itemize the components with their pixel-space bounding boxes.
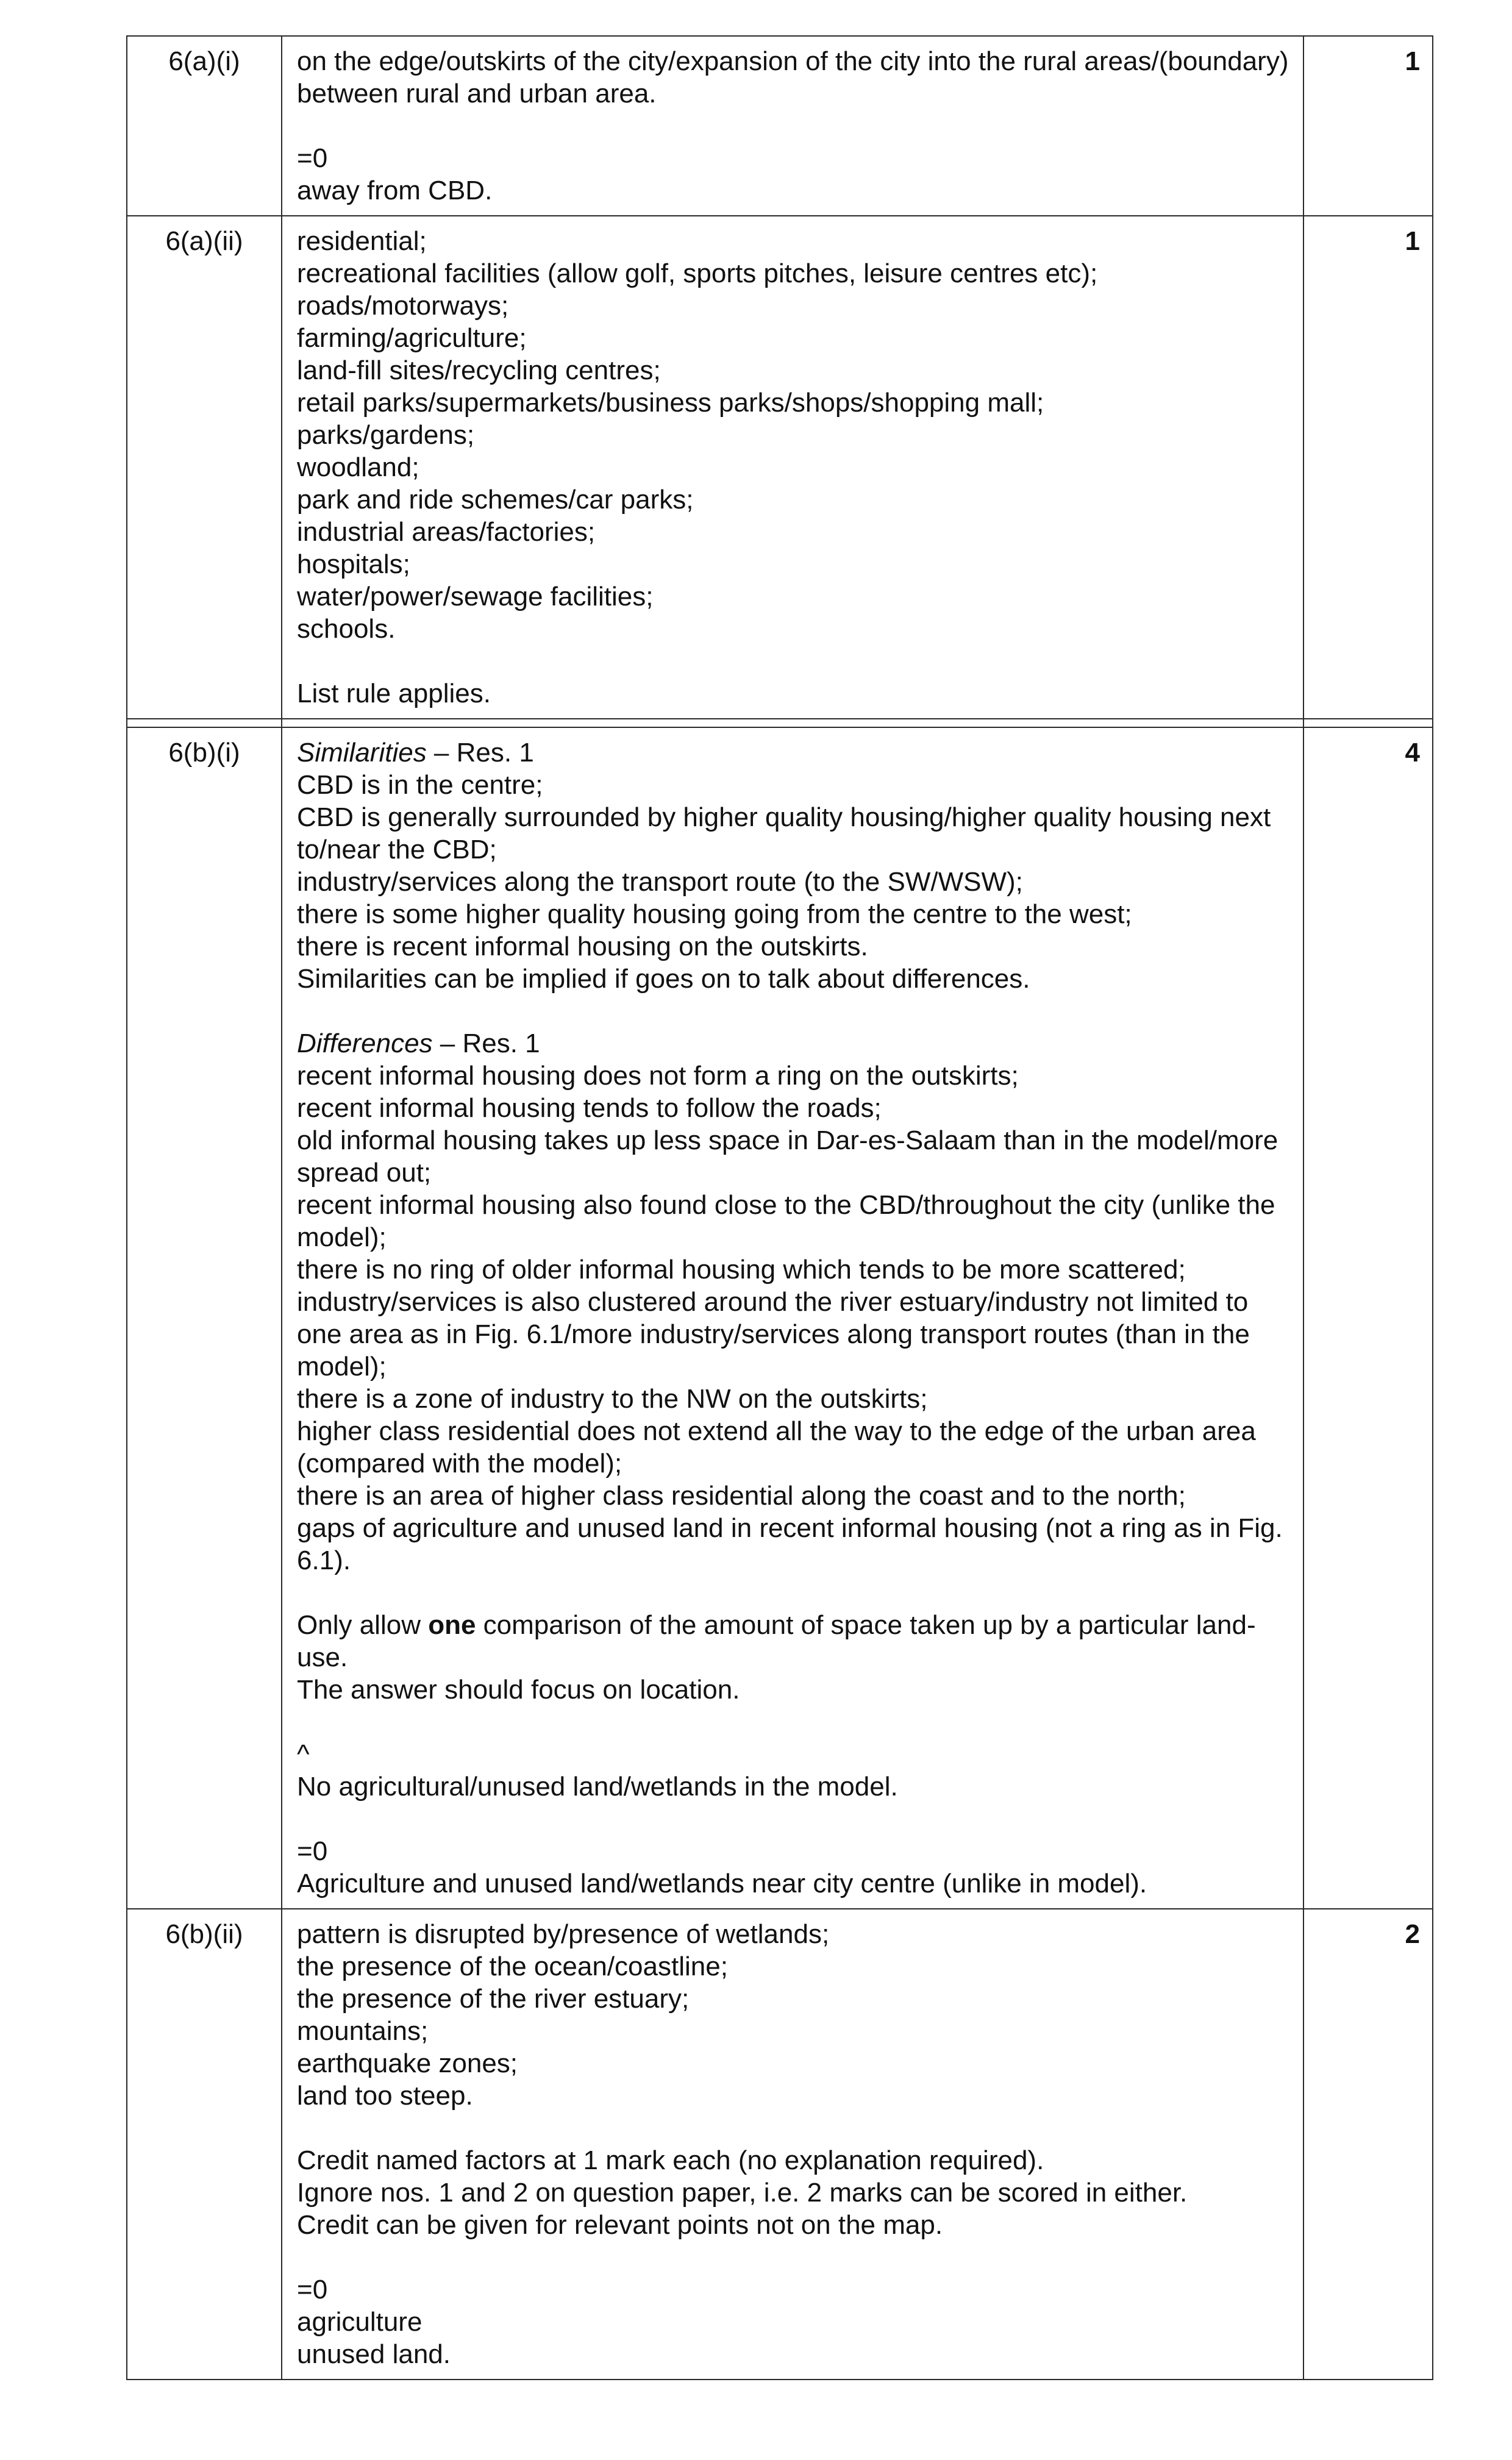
answer-line: Agriculture and unused land/wetlands near city centre (unlike in model).	[297, 1869, 1147, 1898]
answer-line: residential;	[297, 226, 427, 256]
answer-line: higher class residential does not extend all the way to the edge of the urban area (compared with the model);	[297, 1416, 1264, 1478]
zero-block	[297, 1835, 1292, 1900]
answer-line: CBD is generally surrounded by higher quality housing/higher quality housing next to/near the CBD;	[297, 802, 1278, 865]
answer-line: there is some higher quality housing going from the centre to the west;	[297, 899, 1132, 929]
caret-block	[297, 1738, 1292, 1803]
answer-line: recreational facilities (allow golf, sports pitches, leisure centres etc);	[297, 258, 1098, 288]
marks-cell: 4	[1303, 727, 1433, 1909]
question-number: 6(a)(i)	[127, 36, 282, 216]
answer-line: land too steep.	[297, 2081, 473, 2111]
answer-line: there is a zone of industry to the NW on the outskirts;	[297, 1384, 928, 1414]
answer-paragraph	[297, 2273, 1292, 2370]
answer-line: earthquake zones;	[297, 2048, 518, 2078]
guidance-block	[297, 1609, 1292, 1706]
differences-block	[297, 1027, 1292, 1577]
answer-line: land-fill sites/recycling centres;	[297, 355, 661, 385]
answer-line: CBD is in the centre;	[297, 770, 543, 800]
answer-line: gaps of agriculture and unused land in recent informal housing (not a ring as in Fig. 6.1).	[297, 1513, 1290, 1575]
table-row	[127, 1909, 1433, 2380]
answer-paragraph	[297, 677, 1292, 710]
answer-cell	[282, 1909, 1303, 2380]
differences-heading: Differences – Res. 1	[297, 1029, 540, 1058]
answer-line: there is recent informal housing on the outskirts.	[297, 932, 868, 961]
answer-line: mountains;	[297, 2016, 429, 2046]
section-separator	[127, 719, 1433, 727]
answer-line: park and ride schemes/car parks;	[297, 485, 694, 515]
answer-line: ^	[297, 1739, 310, 1769]
answer-line: the presence of the ocean/coastline;	[297, 1952, 728, 1981]
question-number: 6(a)(ii)	[127, 216, 282, 719]
answer-line: water/power/sewage facilities;	[297, 582, 654, 611]
answer-line: woodland;	[297, 452, 419, 482]
answer-line: industry/services is also clustered around the river estuary/industry not limited to one area as in Fig. 6.1/more industry/services along transport routes (than in the model);	[297, 1287, 1258, 1382]
answer-line: List rule applies.	[297, 679, 491, 708]
answer-line: Credit named factors at 1 mark each (no explanation required).	[297, 2145, 1044, 2175]
marks-cell: 1	[1303, 36, 1433, 216]
answer-line: recent informal housing does not form a ring on the outskirts;	[297, 1061, 1019, 1091]
answer-line: recent informal housing also found close to the CBD/throughout the city (unlike the model);	[297, 1190, 1283, 1252]
answer-line: the presence of the river estuary;	[297, 1984, 690, 2014]
answer-line: retail parks/supermarkets/business parks/shops/shopping mall;	[297, 388, 1044, 418]
answer-line: Credit can be given for relevant points not on the map.	[297, 2210, 943, 2240]
answer-line: farming/agriculture;	[297, 323, 527, 353]
similarities-block	[297, 736, 1292, 995]
answer-line: industry/services along the transport route (to the SW/WSW);	[297, 867, 1023, 897]
answer-line: Similarities can be implied if goes on to talk about differences.	[297, 964, 1030, 994]
answer-line: No agricultural/unused land/wetlands in the model.	[297, 1772, 898, 1802]
question-number: 6(b)(i)	[127, 727, 282, 1909]
question-number: 6(b)(ii)	[127, 1909, 282, 2380]
answer-line: on the edge/outskirts of the city/expansion of the city into the rural areas/(boundary) between rural and urban area.	[297, 46, 1296, 109]
mark-scheme-table	[126, 35, 1433, 2380]
answer-line: schools.	[297, 614, 396, 644]
answer-line: parks/gardens;	[297, 420, 475, 450]
answer-line: unused land.	[297, 2339, 451, 2369]
answer-line: industrial areas/factories;	[297, 517, 596, 547]
answer-paragraph	[297, 45, 1296, 110]
table-row	[127, 727, 1433, 1909]
answer-line: =0	[297, 1836, 328, 1866]
answer-line: there is an area of higher class residential along the coast and to the north;	[297, 1481, 1186, 1511]
answer-cell	[282, 727, 1303, 1909]
answer-line: there is no ring of older informal housing which tends to be more scattered;	[297, 1255, 1186, 1285]
answer-line: =0	[297, 2275, 328, 2305]
answer-line: hospitals;	[297, 549, 410, 579]
answer-line: roads/motorways;	[297, 291, 509, 321]
answer-line: old informal housing takes up less space in Dar-es-Salaam than in the model/more spread out;	[297, 1125, 1286, 1188]
answer-paragraph	[297, 142, 1292, 207]
answer-line: agriculture	[297, 2307, 423, 2337]
answer-paragraph	[297, 225, 1292, 645]
answer-paragraph	[297, 1918, 1292, 2112]
similarities-heading: Similarities – Res. 1	[297, 738, 534, 768]
answer-line: recent informal housing tends to follow the roads;	[297, 1093, 882, 1123]
guidance-line: The answer should focus on location.	[297, 1675, 740, 1705]
answer-line: =0	[297, 143, 328, 173]
guidance-line: Only allow one comparison of the amount of space taken up by a particular land-use.	[297, 1610, 1256, 1672]
table-row	[127, 216, 1433, 719]
answer-line: pattern is disrupted by/presence of wetlands;	[297, 1919, 830, 1949]
answer-cell	[282, 36, 1303, 216]
answer-paragraph	[297, 2144, 1292, 2241]
answer-line: away from CBD.	[297, 176, 493, 205]
answer-cell	[282, 216, 1303, 719]
table-row	[127, 36, 1433, 216]
marks-cell: 2	[1303, 1909, 1433, 2380]
answer-line: Ignore nos. 1 and 2 on question paper, i.e. 2 marks can be scored in either.	[297, 2178, 1188, 2208]
marks-cell: 1	[1303, 216, 1433, 719]
